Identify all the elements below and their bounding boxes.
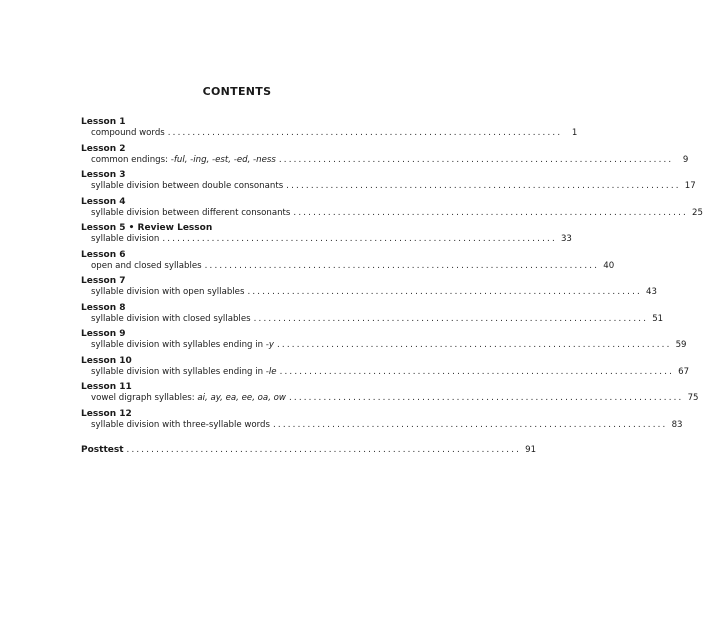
dot-leader: ................................................................................	[279, 366, 675, 377]
lesson-heading: Lesson 10	[81, 355, 132, 366]
toc-lesson	[81, 355, 690, 378]
lesson-heading: Lesson 12	[81, 408, 132, 419]
dot-leader: ................................................................................	[247, 287, 642, 297]
lesson-topic	[91, 314, 251, 325]
lesson-topic-text: syllable division with syllables ending in	[91, 340, 266, 350]
toc-lesson	[81, 117, 578, 139]
toc-lesson	[81, 276, 657, 298]
dot-leader: ................................................................................	[286, 181, 681, 191]
lesson-heading: Lesson 4	[81, 196, 126, 207]
lesson-heading: Lesson 5 • Review Lesson	[81, 223, 213, 233]
toc-entry	[81, 260, 615, 272]
lesson-topic-text: common endings:	[91, 154, 171, 165]
toc-lesson	[81, 143, 689, 166]
toc-entry	[81, 287, 657, 298]
lesson-topic	[91, 234, 159, 245]
page-title: CONTENTS	[202, 85, 272, 98]
toc-entry	[81, 181, 696, 192]
lesson-topic-text: syllable division with closed syllables	[91, 313, 251, 324]
lesson-topic-text: syllable division between double consonants	[91, 181, 284, 191]
dot-leader: ................................................................................	[276, 340, 672, 350]
page-number: 9	[682, 154, 689, 165]
toc-lesson	[81, 329, 687, 351]
toc-lesson	[81, 408, 683, 431]
lesson-topic-text: open and closed syllables	[91, 260, 202, 271]
lesson-topic-text: syllable division	[91, 234, 160, 244]
lesson-topic	[91, 287, 244, 298]
lesson-topic	[91, 128, 165, 139]
toc-entry	[81, 393, 699, 404]
toc-entry	[81, 419, 683, 431]
lesson-topic	[91, 155, 276, 166]
lesson-heading: Lesson 11	[81, 382, 132, 392]
toc-entry	[81, 313, 664, 325]
toc-lesson	[81, 249, 615, 272]
lesson-heading: Lesson 6	[81, 249, 126, 260]
page-number: 43	[646, 287, 657, 297]
page-number: 51	[652, 313, 664, 324]
lesson-topic	[91, 208, 290, 219]
page-number: 59	[675, 340, 687, 350]
lesson-list	[81, 117, 703, 431]
lesson-topic-text: syllable division with three-syllable words	[91, 419, 270, 430]
lesson-heading: Lesson 7	[81, 276, 126, 286]
dot-leader: ................................................................................	[126, 444, 522, 455]
lesson-topic	[91, 393, 286, 404]
toc-lesson	[81, 196, 703, 219]
page-number: 67	[678, 366, 690, 377]
table-of-contents	[81, 117, 703, 456]
toc-entry-posttest	[81, 444, 537, 456]
lesson-topic	[91, 420, 270, 431]
toc-lesson	[81, 223, 572, 245]
dot-leader: ................................................................................	[272, 419, 668, 430]
page-number: 25	[692, 207, 703, 218]
posttest-page-number: 91	[525, 444, 537, 455]
lesson-topic	[91, 261, 202, 272]
lesson-topic-text: syllable division with open syllables	[91, 287, 245, 297]
lesson-topic	[91, 340, 274, 351]
page-number: 40	[603, 260, 615, 271]
lesson-topic-italic: -ful, -ing, -est, -ed, -ness	[170, 154, 276, 165]
posttest-label: Posttest	[81, 444, 124, 455]
page-number: 83	[671, 419, 683, 430]
lesson-topic-italic: -y	[265, 340, 274, 350]
page-number: 75	[687, 393, 699, 403]
toc-lesson	[81, 170, 696, 192]
lesson-topic	[91, 367, 277, 378]
lesson-heading: Lesson 9	[81, 329, 126, 339]
toc-entry	[81, 234, 572, 245]
lesson-heading: Lesson 8	[81, 302, 126, 313]
lesson-topic-italic: ai, ay, ea, ee, oa, ow	[197, 393, 286, 403]
page-number: 33	[560, 234, 572, 244]
lesson-topic	[91, 181, 283, 192]
lesson-topic-text: compound words	[91, 128, 165, 138]
lesson-topic-italic: -le	[265, 366, 277, 377]
page-number: 1	[571, 128, 578, 138]
dot-leader: ................................................................................	[167, 128, 563, 138]
dot-leader: ................................................................................	[278, 154, 674, 165]
toc-lesson	[81, 382, 699, 404]
toc-entry	[81, 128, 578, 139]
dot-leader: ................................................................................	[293, 207, 688, 218]
page-number: 17	[684, 181, 696, 191]
toc-entry	[81, 340, 687, 351]
toc-entry	[81, 207, 703, 219]
lesson-topic-text: syllable division between different consonants	[91, 207, 291, 218]
lesson-heading: Lesson 2	[81, 143, 126, 154]
toc-entry	[81, 366, 690, 378]
toc-lesson	[81, 302, 664, 325]
lesson-heading: Lesson 3	[81, 170, 126, 180]
lesson-topic-text: vowel digraph syllables:	[91, 393, 198, 403]
dot-leader: ................................................................................	[288, 393, 684, 403]
dot-leader: ................................................................................	[204, 260, 600, 271]
dot-leader: ................................................................................	[253, 313, 649, 324]
dot-leader: ................................................................................	[162, 234, 557, 244]
toc-entry	[81, 154, 689, 166]
lesson-topic-text: syllable division with syllables ending in	[91, 366, 266, 377]
lesson-heading: Lesson 1	[81, 117, 126, 127]
